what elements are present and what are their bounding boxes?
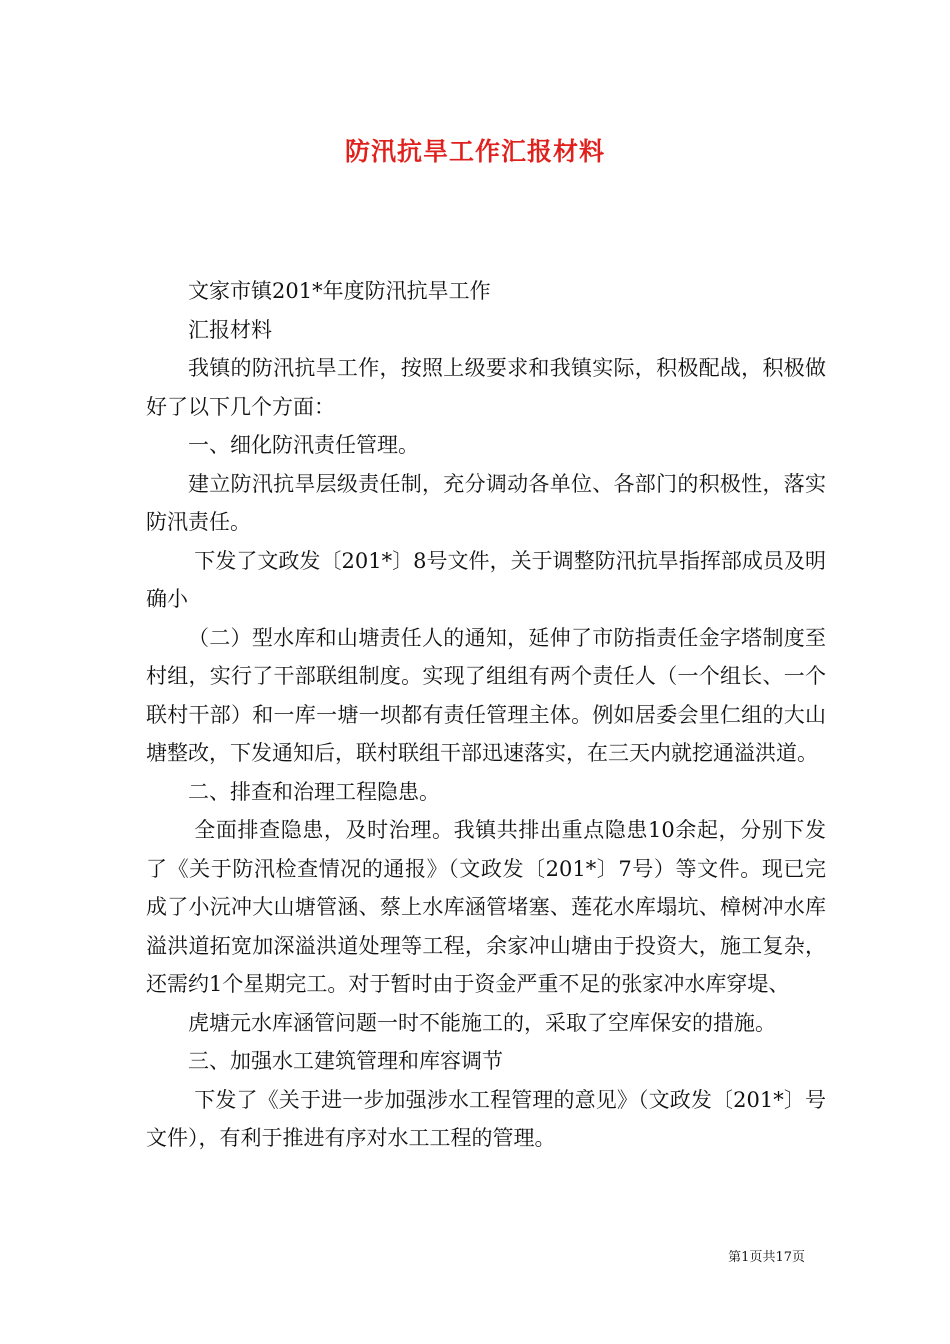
section-heading: 三、加强水工建筑管理和库容调节 [188, 1049, 503, 1073]
section-heading: 二、排查和治理工程隐患。 [188, 779, 440, 804]
paragraph: 全面排查隐患，及时治理。我镇共排出重点隐患10余起，分别下发了《关于防汛检查情况的通报》（文政发〔201*〕7号）等文件。现已完成了小沅冲大山塘管涵、蔡上水库涵管堵塞、莲花水库塌坑、樟树冲水库溢洪道拓宽加深溢洪道处理等工程，余家冲山塘由于投资大，施工复杂，还需约1个星期完工。对于暂时由于资金严重不足的张家冲水库穿堤、 [146, 818, 826, 996]
paragraph: 建立防汛抗旱层级责任制，充分调动各单位、各部门的积极性，落实防汛责任。 [146, 471, 826, 534]
page-number: 第1页共17页 [728, 1250, 805, 1265]
paragraph: 虎塘元水库涵管问题一时不能施工的，采取了空库保安的措施。 [188, 1010, 776, 1035]
paragraph: （二）型水库和山塘责任人的通知，延伸了市防指责任金字塔制度至村组，实行了干部联组制度。实现了组组有两个责任人（一个组长、一个联村干部）和一库一塘一坝都有责任管理主体。例如居委会里仁组的大山塘整改，下发通知后，联村联组干部迅速落实，在三天内就挖通溢洪道。 [146, 625, 826, 765]
paragraph: 文家市镇201*年度防汛抗旱工作 [188, 279, 491, 303]
document-body [146, 272, 826, 1158]
paragraph: 汇报材料 [188, 317, 272, 342]
paragraph: 下发了《关于进一步加强涉水工程管理的意见》（文政发〔201*〕号文件），有利于推进有序对水工工程的管理。 [146, 1087, 826, 1150]
document-title: 防汛抗旱工作汇报材料 [344, 137, 605, 166]
paragraph: 下发了文政发〔201*〕8号文件，关于调整防汛抗旱指挥部成员及明确小 [146, 548, 826, 611]
paragraph: 我镇的防汛抗旱工作，按照上级要求和我镇实际，积极配战，积极做好了以下几个方面： [146, 356, 826, 419]
section-heading: 一、细化防汛责任管理。 [188, 433, 419, 457]
